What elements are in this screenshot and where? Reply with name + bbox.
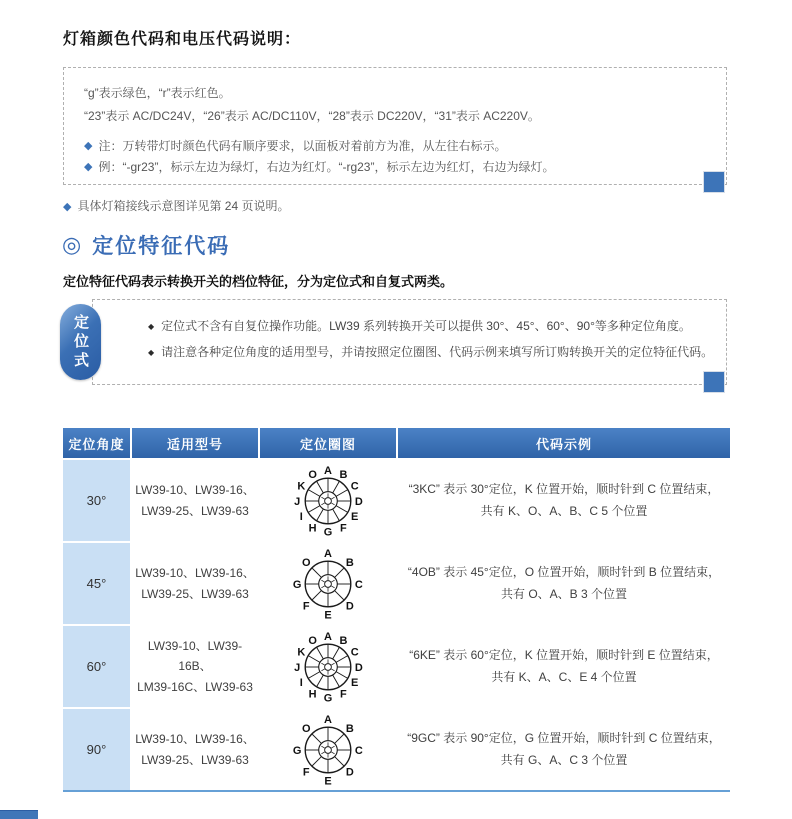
- example-line: 共有 O、A、B 3 个位置: [500, 586, 628, 601]
- svg-text:A: A: [324, 464, 332, 477]
- svg-text:A: A: [324, 547, 332, 560]
- svg-text:F: F: [302, 600, 310, 613]
- corner-accent-square: [703, 171, 725, 193]
- table-cell-example: [398, 543, 730, 624]
- bullet-text: 请注意各种定位角度的适用型号，并请按照定位圈图、代码示例来填写所订购转换开关的定位特征代码。: [161, 345, 714, 360]
- svg-text:F: F: [340, 521, 347, 534]
- table-cell-models: [132, 626, 258, 707]
- svg-text:O: O: [301, 556, 311, 569]
- positioning-table: [63, 428, 730, 792]
- example-line: “6KE” 表示 60°定位，K 位置开始，顺时针到 E 位置结束，: [409, 647, 719, 662]
- svg-text:O: O: [308, 634, 317, 647]
- svg-text:K: K: [297, 479, 306, 492]
- diamond-icon: ◆: [63, 201, 72, 213]
- svg-text:D: D: [354, 495, 363, 508]
- model-line: LW39-10、LW39-16、: [135, 732, 255, 747]
- double-circle-icon: ◎: [62, 232, 84, 257]
- svg-text:K: K: [297, 645, 306, 658]
- info-notes: [84, 136, 708, 179]
- example-line: “9GC” 表示 90°定位，G 位置开始，顺时针到 C 位置结束，: [407, 730, 721, 745]
- svg-text:O: O: [301, 722, 311, 735]
- svg-text:G: G: [292, 744, 302, 757]
- note-text: 注：万转带灯时颜色代码有顺序要求，以面板对着前方为准，从左往右标示。: [98, 138, 507, 153]
- model-line: LW39-25、LW39-63: [141, 752, 249, 767]
- svg-text:A: A: [324, 713, 332, 726]
- svg-text:J: J: [294, 661, 301, 674]
- info-line: “g”表示绿色，“r”表示红色。: [84, 86, 231, 100]
- svg-text:G: G: [323, 692, 333, 705]
- table-cell-dial: [260, 460, 396, 541]
- svg-text:G: G: [292, 578, 302, 591]
- section-title: [62, 230, 230, 260]
- info-lines: [84, 83, 708, 127]
- table-cell-angle: 90°: [63, 709, 130, 790]
- svg-text:E: E: [324, 609, 332, 622]
- svg-text:B: B: [339, 468, 348, 481]
- section-subtitle: 定位特征代码表示转换开关的档位特征，分为定位式和自复式两类。: [63, 274, 454, 289]
- table-cell-example: [398, 626, 730, 707]
- dial-diagram: [284, 546, 372, 622]
- model-line: LW39-10、LW39-16B、: [147, 638, 243, 674]
- note-line: [84, 136, 708, 158]
- svg-text:D: D: [354, 661, 363, 674]
- page-title: 灯箱颜色代码和电压代码说明：: [63, 31, 302, 48]
- note-line: [84, 157, 708, 179]
- model-line: LW39-25、LW39-63: [141, 503, 249, 518]
- dial-diagram: [284, 712, 372, 788]
- table-header-dial: 定位圈图: [260, 428, 396, 458]
- example-line: 共有 K、A、C、E 4 个位置: [491, 669, 637, 684]
- table-cell-dial: [260, 543, 396, 624]
- note-text: 例：“-gr23”，标示左边为绿灯，右边为红灯。“-rg23”，标示左边为红灯，右边为绿灯。: [98, 160, 555, 175]
- table-cell-example: [398, 709, 730, 790]
- svg-text:F: F: [302, 766, 310, 779]
- model-line: LM39-16C、LW39-63: [137, 679, 253, 694]
- bullet-text: 定位式不含有自复位操作功能。LW39 系列转换开关可以提供 30°、45°、60°、90°等多种定位角度。: [161, 319, 691, 333]
- diamond-icon: ◆: [84, 161, 93, 174]
- table-cell-models: [132, 709, 258, 790]
- table-header-angle: 定位角度: [63, 428, 130, 458]
- table-header-models: 适用型号: [132, 428, 258, 458]
- bullet-diamond-icon: ◆: [148, 348, 155, 358]
- table-cell-dial: [260, 626, 396, 707]
- color-voltage-info-box: [63, 67, 727, 185]
- svg-text:F: F: [340, 687, 347, 700]
- svg-text:G: G: [323, 526, 333, 539]
- svg-text:E: E: [324, 775, 332, 788]
- diamond-icon: ◆: [84, 139, 93, 152]
- page-note-text: 具体灯箱接线示意图详见第 24 页说明。: [77, 199, 290, 213]
- svg-text:B: B: [345, 556, 354, 569]
- example-line: 共有 K、O、A、B、C 5 个位置: [480, 503, 648, 518]
- positioning-bullets: [148, 317, 716, 362]
- model-line: LW39-10、LW39-16、: [135, 483, 255, 498]
- svg-text:H: H: [308, 687, 317, 700]
- svg-text:C: C: [354, 578, 363, 591]
- corner-accent-square: [703, 371, 725, 393]
- svg-text:C: C: [350, 479, 359, 492]
- svg-text:O: O: [308, 468, 317, 481]
- svg-text:B: B: [339, 634, 348, 647]
- dial-diagram: [284, 463, 372, 539]
- svg-text:I: I: [299, 510, 303, 523]
- svg-text:J: J: [294, 495, 301, 508]
- example-line: “4OB” 表示 45°定位，O 位置开始，顺时针到 B 位置结束，: [407, 564, 721, 579]
- section-title-text: 定位特征代码: [92, 235, 231, 258]
- table-cell-models: [132, 543, 258, 624]
- bullet-item: [148, 343, 716, 362]
- page-note: [63, 197, 290, 218]
- model-line: LW39-10、LW39-16、: [135, 566, 255, 581]
- table-cell-angle: 30°: [63, 460, 130, 541]
- table-cell-angle: 45°: [63, 543, 130, 624]
- svg-text:H: H: [308, 521, 317, 534]
- positioning-info-box: [92, 299, 727, 385]
- info-line: “23”表示 AC/DC24V，“26”表示 AC/DC110V，“28”表示 DC220V，“31”表示 AC220V。: [84, 109, 540, 124]
- table-header-example: 代码示例: [398, 428, 730, 458]
- table-cell-angle: 60°: [63, 626, 130, 707]
- svg-text:C: C: [350, 645, 359, 658]
- table-cell-example: [398, 460, 730, 541]
- example-line: 共有 G、A、C 3 个位置: [500, 752, 628, 767]
- bullet-item: [148, 317, 716, 336]
- svg-text:E: E: [351, 510, 359, 523]
- bullet-diamond-icon: ◆: [148, 322, 155, 331]
- positioning-type-badge: 定位式: [60, 304, 101, 380]
- svg-text:D: D: [345, 600, 354, 613]
- table-cell-models: [132, 460, 258, 541]
- dial-diagram: [284, 629, 372, 705]
- example-line: “3KC” 表示 30°定位，K 位置开始，顺时针到 C 位置结束，: [408, 481, 720, 496]
- svg-text:A: A: [324, 630, 332, 643]
- table-cell-dial: [260, 709, 396, 790]
- svg-text:B: B: [345, 722, 354, 735]
- svg-text:D: D: [345, 766, 354, 779]
- svg-text:C: C: [354, 744, 363, 757]
- svg-text:I: I: [299, 676, 303, 689]
- model-line: LW39-25、LW39-63: [141, 586, 249, 601]
- svg-text:E: E: [351, 676, 359, 689]
